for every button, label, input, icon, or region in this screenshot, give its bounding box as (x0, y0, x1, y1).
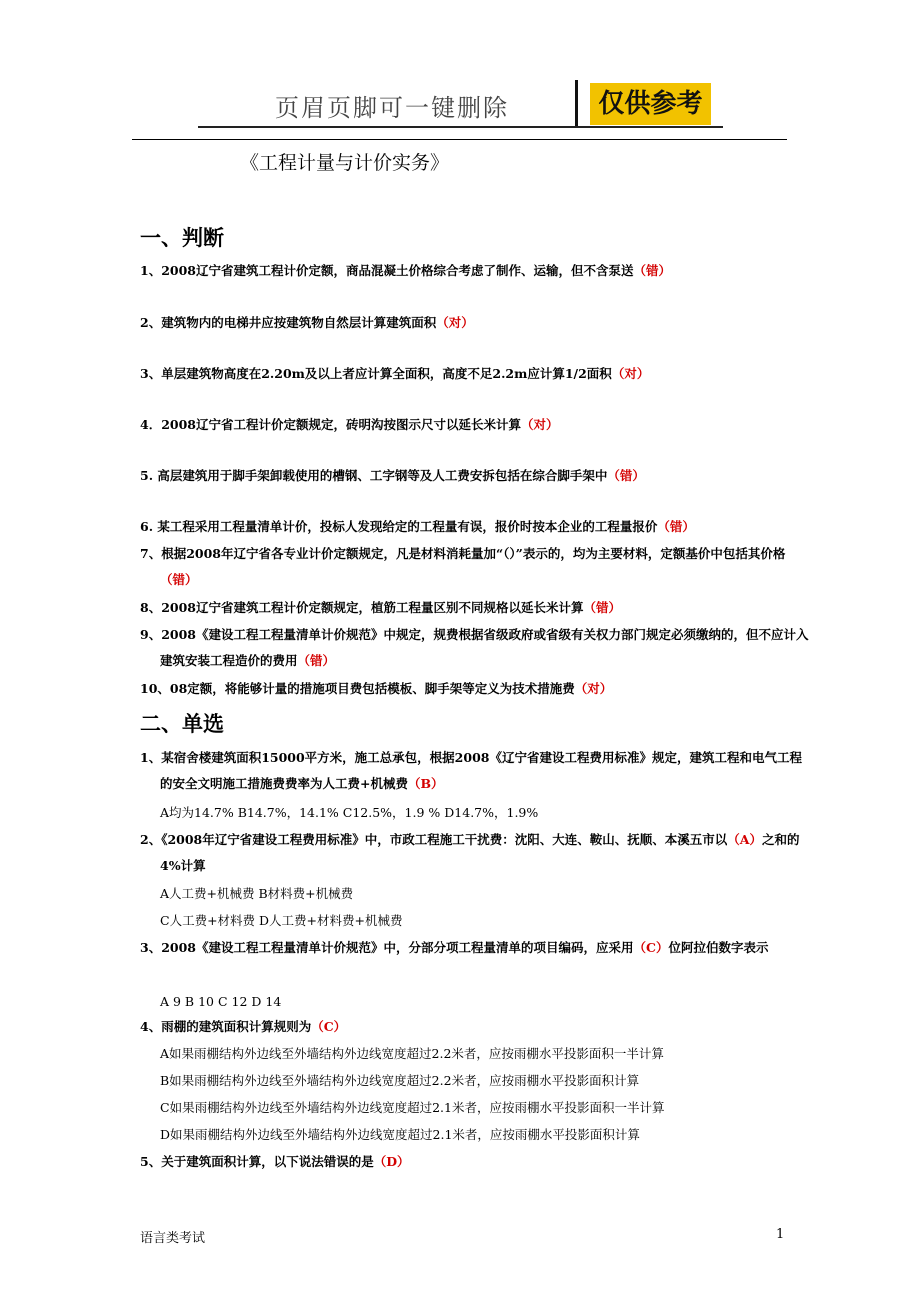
choice-question-3-options: A 9 B 10 C 12 D 14 (160, 994, 282, 1009)
answer-mark: （对） (611, 366, 650, 381)
header-underline (198, 126, 723, 128)
answer-mark: （对） (436, 315, 474, 330)
choice-question-4-option-a: A如果雨棚结构外边线至外墙结构外边线宽度超过2.2米者，应按雨棚水平投影面积一半计算 (160, 1046, 664, 1061)
choice-question-3: 3、2008《建设工程工程量清单计价规范》中，分部分项工程量清单的项目编码，应采用（C）位阿拉伯数字表示 (140, 940, 769, 955)
footer-label: 语言类考试 (140, 1231, 206, 1246)
judgement-question-2: 2、建筑物内的电梯井应按建筑物自然层计算建筑面积（对） (140, 315, 474, 330)
answer-mark: （错） (583, 600, 622, 615)
answer-mark: （C） (311, 1019, 347, 1034)
choice-question-1-options: A均为14.7% B14.7%，14.1% C12.5%，1.9 % D14.7%，1.9% (160, 805, 539, 820)
judgement-question-6: 6. 某工程采用工程量清单计价，投标人发现给定的工程量有误，报价时按本企业的工程量报价（错） (140, 519, 695, 534)
document-title: 《工程计量与计价实务》 (240, 152, 450, 174)
answer-mark: （错） (607, 468, 645, 483)
answer-mark: （B） (407, 776, 444, 791)
choice-question-5: 5、关于建筑面积计算，以下说法错误的是（D） (140, 1154, 410, 1169)
choice-question-4-option-d: D如果雨棚结构外边线至外墙结构外边线宽度超过2.1米者，应按雨棚水平投影面积计算 (160, 1127, 640, 1142)
judgement-question-3: 3、单层建筑物高度在2.20m及以上者应计算全面积，高度不足2.2m应计算1/2面积（对） (140, 366, 650, 381)
choice-question-1: 1、某宿舍楼建筑面积15000平方米，施工总承包，根据2008《辽宁省建设工程费用标准》规定，建筑工程和电气工程的安全文明施工措施费费率为人工费+机械费（B） (140, 750, 802, 791)
choice-question-2-option-row-1: A人工费+机械费 B材料费+机械费 (160, 886, 354, 901)
section-title-judgement: 一、判断 (140, 226, 224, 250)
answer-mark: （错） (160, 572, 198, 587)
judgement-question-7: 7、根据2008年辽宁省各专业计价定额规定，凡是材料消耗量加“（）”表示的，均为主要材料，定额基价中包括其价格（错） (140, 546, 786, 587)
header-banner-text: 页眉页脚可一键删除 (275, 94, 509, 122)
page-number: 1 (776, 1227, 785, 1242)
choice-question-4-option-b: B如果雨棚结构外边线至外墙结构外边线宽度超过2.2米者，应按雨棚水平投影面积计算 (160, 1073, 640, 1088)
header-separator (575, 80, 578, 128)
judgement-question-8: 8、2008辽宁省建筑工程计价定额规定，植筋工程量区别不同规格以延长米计算（错） (140, 600, 622, 615)
header-rule (132, 139, 787, 140)
judgement-question-1: 1、2008辽宁省建筑工程计价定额，商品混凝土价格综合考虑了制作、运输，但不含泵送（错） (140, 263, 672, 278)
answer-mark: （C） (633, 940, 669, 955)
choice-question-4: 4、雨棚的建筑面积计算规则为（C） (140, 1019, 347, 1034)
reference-only-badge: 仅供参考 (590, 83, 711, 125)
answer-mark: （对） (521, 417, 559, 432)
choice-question-2-option-row-2: C人工费+材料费 D人工费+材料费+机械费 (160, 913, 403, 928)
answer-mark: （错） (657, 519, 695, 534)
answer-mark: （错） (633, 263, 672, 278)
judgement-question-5: 5. 高层建筑用于脚手架卸载使用的槽钢、工字钢等及人工费安拆包括在综合脚手架中（错） (140, 468, 645, 483)
choice-question-4-option-c: C如果雨棚结构外边线至外墙结构外边线宽度超过2.1米者，应按雨棚水平投影面积一半计算 (160, 1100, 665, 1115)
answer-mark: （错） (297, 653, 336, 668)
answer-mark: （D） (373, 1154, 410, 1169)
answer-mark: （对） (574, 681, 613, 696)
judgement-question-10: 10、08定额，将能够计量的措施项目费包括模板、脚手架等定义为技术措施费（对） (140, 681, 613, 696)
judgement-question-4: 4．2008辽宁省工程计价定额规定，砖明沟按图示尺寸以延长米计算（对） (140, 417, 559, 432)
section-title-single-choice: 二、单选 (140, 712, 224, 736)
judgement-question-9: 9、2008《建设工程工程量清单计价规范》中规定，规费根据省级政府或省级有关权力部门规定必须缴纳的，但不应计入建筑安装工程造价的费用（错） (140, 627, 809, 668)
answer-mark: （A） (727, 832, 762, 847)
choice-question-2: 2、《2008年辽宁省建设工程费用标准》中，市政工程施工干扰费：沈阳、大连、鞍山、抚顺、本溪五市以（A）之和的4%计算 (140, 832, 800, 873)
